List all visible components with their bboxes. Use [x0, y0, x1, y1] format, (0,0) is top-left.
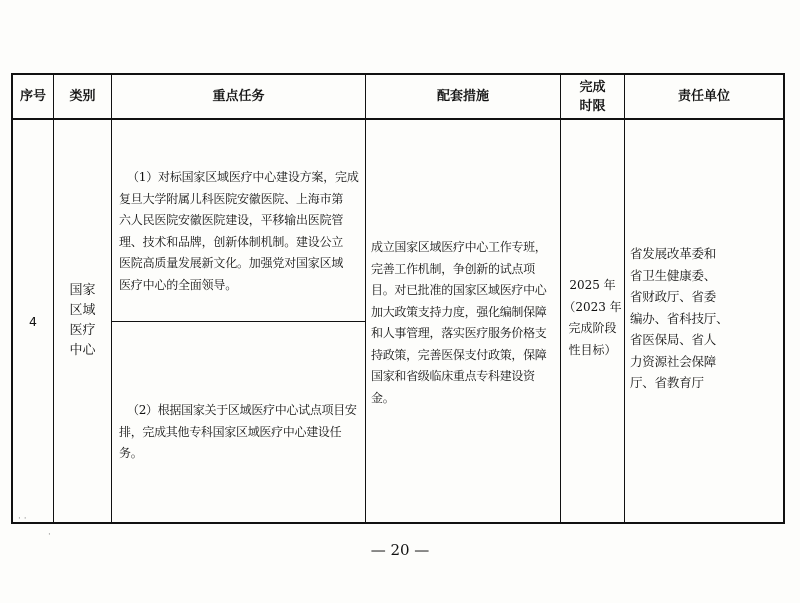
deadline-line: 完成阶段	[568, 321, 617, 335]
task1-line: 理、技术和品牌，创新体制机制。建设公立	[119, 234, 344, 249]
responsible-line: 厅、省教育厅	[630, 375, 704, 390]
cell-responsible	[630, 243, 782, 394]
task-table	[11, 73, 785, 524]
header-measures: 配套措施	[436, 89, 489, 104]
category-line: 区域	[69, 303, 96, 318]
responsible-line: 省医保局、省人	[630, 332, 717, 347]
task1-line: （1）对标国家区域医疗中心建设方案，完成	[127, 170, 359, 184]
task1-line: 复旦大学附属儿科医院安徽医院、上海市第	[119, 191, 344, 206]
responsible-line: 省卫生健康委、	[630, 267, 717, 283]
cell-task-2	[119, 400, 363, 465]
col-divider-5	[624, 75, 625, 522]
col-divider-2	[111, 75, 112, 522]
task2-line: （2）根据国家关于区域医疗中心试点项目安	[127, 403, 357, 417]
scan-speck: ·	[48, 530, 51, 540]
responsible-line: 省发展改革委和	[630, 246, 717, 261]
deadline-line: （2023 年	[563, 299, 622, 314]
header-divider	[13, 118, 783, 120]
header-seq: 序号	[19, 89, 46, 104]
task1-line: 医院高质量发展新文化。加强党对国家区域	[119, 256, 344, 270]
page-number: — 20 —	[370, 541, 430, 559]
cell-seq: 4	[29, 313, 37, 329]
header-deadline-line1: 完成	[579, 79, 606, 95]
header-category: 类别	[69, 89, 96, 104]
header-tasks: 重点任务	[212, 89, 265, 104]
task2-line: 排，完成其他专科国家区域医疗中心建设任务。	[119, 424, 342, 460]
category-line: 中心	[69, 343, 96, 358]
category-line: 医疗	[69, 323, 96, 338]
cell-task-1	[119, 167, 363, 296]
task-divider	[111, 321, 365, 322]
scan-speck: · ·	[18, 514, 27, 524]
measures-line: 国家和省级临床重点专科建设资	[371, 369, 535, 383]
responsible-line: 力资源社会保障	[630, 353, 717, 369]
task1-line: 医疗中心的全面领导。	[119, 277, 238, 292]
measures-line: 和人事管理，落实医疗服务价格支	[371, 326, 547, 340]
cell-category	[54, 120, 111, 522]
measures-line: 持政策，完善医保支付政策，保障	[371, 347, 547, 362]
cell-measures	[371, 237, 559, 409]
responsible-line: 编办、省科技厅、	[630, 310, 729, 326]
measures-line: 目。对已批准的国家区域医疗中心	[371, 283, 547, 297]
task1-line: 六人民医院安徽医院建设，平移输出医院管	[119, 213, 344, 227]
cell-deadline	[561, 275, 624, 361]
measures-line: 金。	[371, 390, 395, 405]
measures-line: 加大政策支持力度，强化编制保障	[371, 304, 547, 319]
header-deadline	[561, 75, 624, 118]
col-divider-3	[365, 75, 366, 522]
measures-line: 完善工作机制，争创新的试点项	[371, 261, 535, 276]
header-deadline-line2: 时限	[579, 98, 606, 114]
deadline-line: 性目标）	[568, 342, 617, 357]
header-responsible: 责任单位	[677, 89, 730, 104]
deadline-line: 2025 年	[569, 278, 616, 292]
category-line: 国家	[69, 283, 96, 298]
measures-line: 成立国家区域医疗中心工作专班，	[371, 240, 547, 254]
responsible-line: 省财政厅、省委	[630, 289, 717, 304]
